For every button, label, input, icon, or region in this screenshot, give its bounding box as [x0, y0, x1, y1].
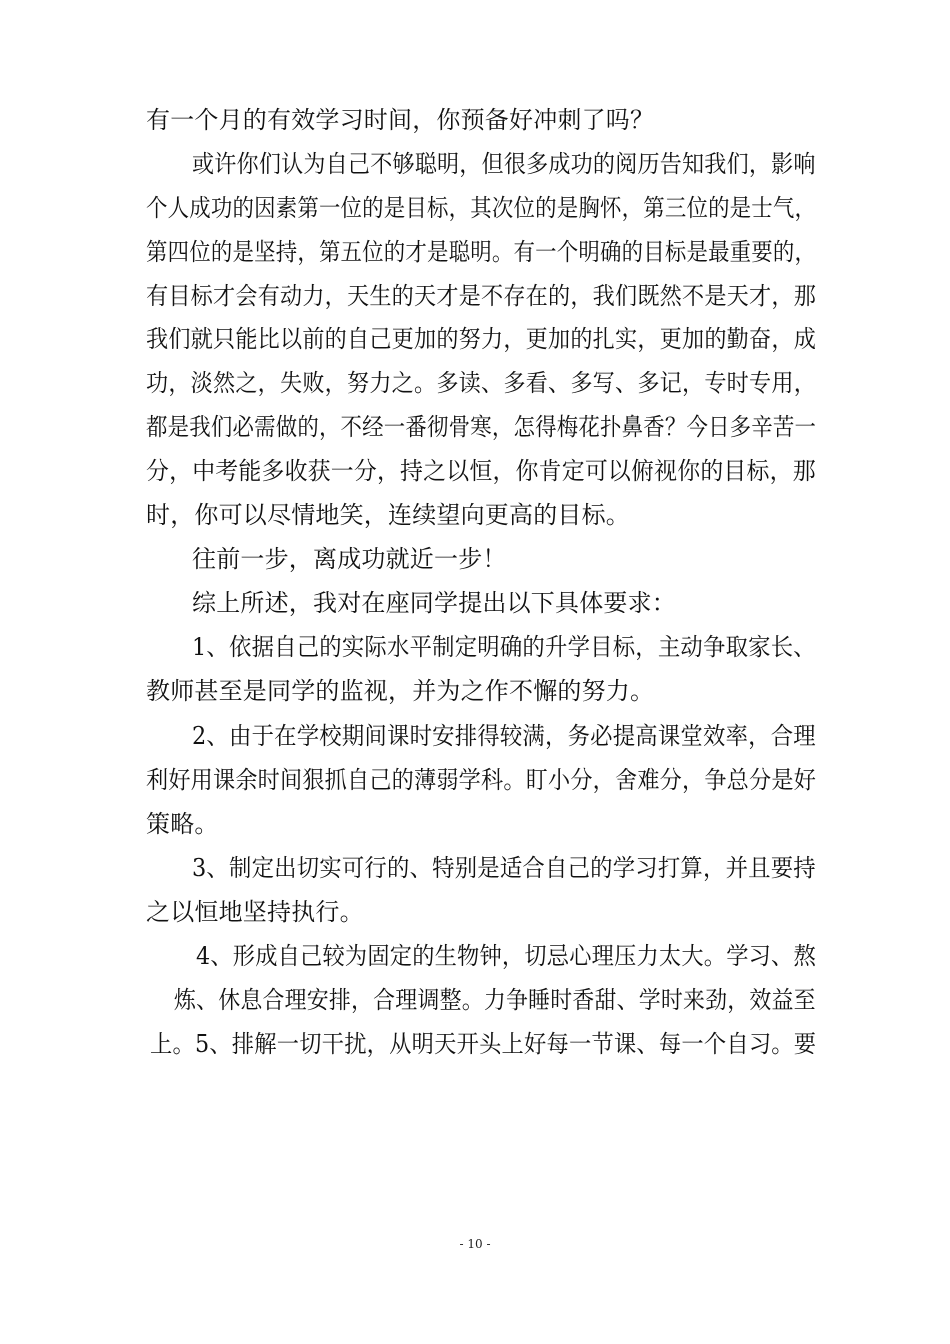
- text-line: 利好用课余时间狠抓自己的薄弱学科。盯小分，舍难分，争总分是好: [146, 766, 817, 794]
- text-line: 上。5、排解一切干扰，从明天开头上好每一节课、每一个自习。要: [150, 1030, 817, 1058]
- text-line: 往前一步，离成功就近一步！: [192, 545, 507, 573]
- text-line: 个人成功的因素第一位的是目标，其次位的是胸怀，第三位的是士气，: [146, 194, 817, 222]
- text-line: 功，淡然之，失败，努力之。多读、多看、多写、多记，专时专用，: [146, 369, 817, 397]
- text-line: 都是我们必需做的，不经一番彻骨寒，怎得梅花扑鼻香？今日多辛苦一: [146, 413, 817, 441]
- page-number: - 10 -: [459, 1237, 491, 1251]
- text-line: 炼、休息合理安排，合理调整。力争睡时香甜、学时来劲，效益至: [174, 986, 816, 1014]
- text-line: 2、由于在学校期间课时安排得较满，务必提高课堂效率，合理: [192, 722, 816, 750]
- text-line: 4、形成自己较为固定的生物钟，切忌心理压力太大。学习、熬: [196, 942, 816, 970]
- text-line: 之以恒地坚持执行。: [146, 898, 364, 926]
- text-line: 有一个月的有效学习时间，你预备好冲刺了吗？: [146, 106, 655, 134]
- text-line: 分，中考能多收获一分，持之以恒，你肯定可以俯视你的目标，那: [146, 457, 816, 485]
- text-line: 1、依据自己的实际水平制定明确的升学目标，主动争取家长、: [192, 633, 816, 661]
- text-line: 时，你可以尽情地笑，连续望向更高的目标。: [146, 501, 630, 529]
- text-line: 第四位的是坚持，第五位的才是聪明。有一个明确的目标是最重要的，: [146, 238, 817, 266]
- text-line: 我们就只能比以前的自己更加的努力，更加的扎实，更加的勤奋，成: [146, 325, 817, 353]
- text-line: 3、制定出切实可行的、特别是适合自己的学习打算，并且要持: [192, 854, 816, 882]
- text-line: 综上所述，我对在座同学提出以下具体要求：: [192, 589, 676, 617]
- text-line: 教师甚至是同学的监视，并为之作不懈的努力。: [146, 677, 655, 705]
- text-line: 有目标才会有动力，天生的天才是不存在的，我们既然不是天才，那: [146, 282, 817, 310]
- text-line: 策略。: [146, 810, 219, 838]
- text-line: 或许你们认为自己不够聪明，但很多成功的阅历告知我们，影响: [192, 150, 816, 178]
